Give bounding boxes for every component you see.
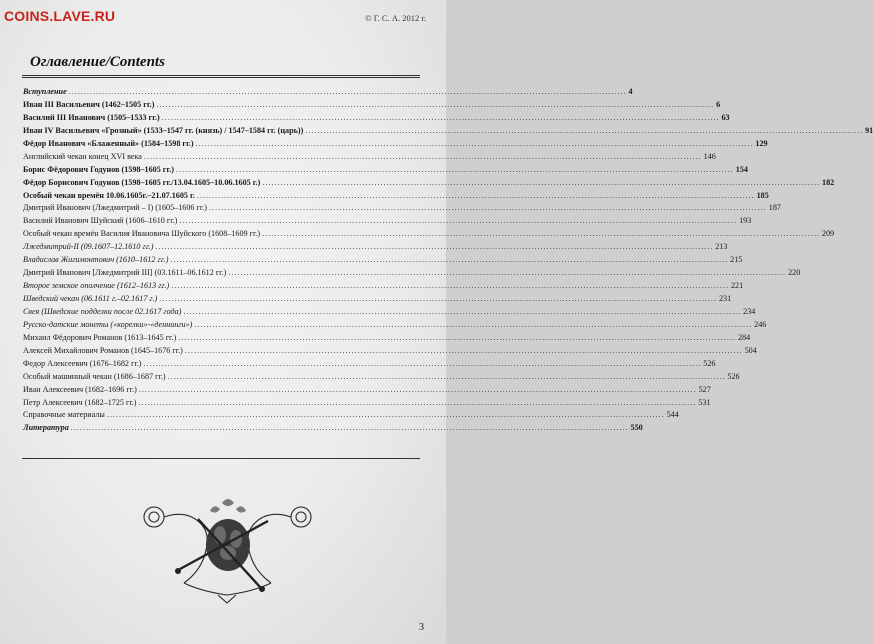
toc-dot-leader [262,177,820,190]
toc-entry [23,190,769,203]
toc-entry-title: Вступление [23,87,67,96]
toc-dot-leader [262,228,820,241]
toc-dot-leader [107,409,665,422]
toc-entry-page: 63 [721,112,730,122]
toc-entry [23,254,743,267]
toc-entry [23,138,768,151]
top-rule-thin [22,77,420,78]
toc-dot-leader [179,215,737,228]
toc-entry-page: 220 [788,268,801,278]
toc-entry [23,202,781,215]
toc-entry-title: Английский чекан конец XVI века [23,151,142,161]
toc-entry-title: Василий III Иванович (1505–1533 гг.) [23,112,160,122]
toc-entry-page: 221 [730,281,744,291]
toc-entry-title: Василий Иванович Шуйский (1606–1610 гг.) [23,216,178,226]
toc-entry-page: 129 [755,138,768,148]
toc-entry-title: Литература [23,423,69,433]
toc-dot-leader [185,345,743,358]
toc-entry [23,241,728,254]
toc-dot-leader [176,164,734,177]
toc-dot-leader [71,422,629,435]
toc-entry [23,358,716,371]
toc-entry-page: 91 [865,125,873,135]
toc-dot-leader [144,151,702,164]
toc-entry-page: 246 [754,319,767,329]
toc-entry-title: Федор Алексеевич (1676–1682 гг.) [23,358,142,368]
toc-entry [23,280,744,293]
page-title: Оглавление/Contents [30,54,165,70]
toc-entry [23,228,835,241]
toc-entry-title: Свея (Шведские подделки после 02.1617 года) [23,306,182,316]
toc-entry-title: Фёдор Иванович «Блаженный» (1584–1598 гг.) [23,138,194,148]
toc-entry [23,293,732,306]
toc-dot-leader [183,306,741,319]
toc-dot-leader [228,267,786,280]
site-watermark: COINS.LAVE.RU [4,8,116,24]
toc-entry-page: 526 [727,371,740,381]
toc-entry-page: 187 [768,203,781,213]
toc-dot-leader [144,358,702,371]
toc-dot-leader [170,254,728,267]
toc-entry-page: 231 [718,294,732,303]
toc-entry-page: 146 [703,151,716,161]
toc-entry-page: 215 [730,255,743,265]
toc-entry [23,345,757,358]
toc-entry [23,125,873,138]
toc-entry-title: Михаил Фёдорович Романов (1613–1645 гг.) [23,332,177,342]
toc-entry-title: Особый машинный чекан (1686–1687 гг.) [23,371,166,381]
toc-entry [23,164,748,177]
toc-dot-leader [171,280,729,293]
crossed-swords-ornament [140,495,315,605]
toc-entry [23,371,740,384]
toc-entry-title: Петр Алексеевич (1682–1725 гг.) [23,397,137,407]
toc-entry-page: 284 [737,332,751,342]
toc-dot-leader [194,319,752,332]
toc-entry-title: Шведский чекан (06.1611 г.–02.1617 г.) [23,294,158,303]
toc-entry [23,422,643,435]
toc-entry [23,397,711,410]
toc-dot-leader [139,397,697,410]
toc-dot-leader [156,241,714,254]
toc-entry-title: Иван Алексеевич (1682–1696 гг.) [23,384,137,394]
toc-dot-leader [168,371,726,384]
toc-entry-page: 234 [743,306,756,316]
toc-entry-page: 213 [715,242,728,252]
toc-dot-leader [162,112,720,125]
toc-entry-title: Особый чекан времён 10.06.1605г.–21.07.1605 г. [23,190,195,200]
table-of-contents [23,86,873,435]
toc-entry-title: Второе земское ополчение (1612–1613 гг.) [23,281,170,291]
toc-entry-page: 154 [735,164,748,174]
toc-entry-page: 527 [698,384,711,394]
toc-entry-title: Русско-датские монеты («корелки»-«деннинги») [23,319,193,329]
toc-dot-leader [69,86,627,99]
toc-entry [23,99,721,112]
toc-dot-leader [209,202,767,215]
top-rule [22,75,420,76]
toc-entry-title: Иван IV Васильевич «Грозный» (1533–1547 гг. (князь) / 1547–1584 гг. (царь)) [23,125,304,135]
toc-dot-leader [305,125,863,138]
toc-entry-title: Лжедмитрий-II (09.1607–12.1610 гг.) [23,242,154,252]
toc-entry-page: 193 [739,216,752,226]
toc-entry-page: 544 [666,410,679,420]
toc-entry [23,332,751,345]
toc-entry-page: 531 [698,397,711,407]
toc-entry [23,177,835,190]
toc-entry-page: 526 [703,358,716,368]
toc-dot-leader [156,99,714,112]
toc-dot-leader [139,384,697,397]
toc-dot-leader [197,190,755,203]
toc-entry [23,112,730,125]
copyright-notice: © Г. С. А. 2012 г. [365,13,426,23]
bottom-rule [22,458,420,459]
toc-entry-title: Справочные материалы [23,410,105,420]
toc-entry-title: Дмитрий Иванович (Лжедмитрий – I) (1605–1606 гг.) [23,203,207,213]
toc-dot-leader [196,138,754,151]
toc-entry-page: 504 [744,345,757,355]
toc-entry [23,319,767,332]
toc-entry-page: 6 [716,99,721,109]
toc-entry [23,409,679,422]
toc-entry-title: Алексей Михайлович Романов (1645–1676 гг.) [23,345,183,355]
toc-entry-page: 182 [822,177,835,187]
toc-entry [23,151,716,164]
page-number: 3 [419,622,424,633]
toc-entry-title: Особый чекан времён Василия Ивановича Шуйского (1608–1609 гг.) [23,229,261,239]
toc-entry [23,215,752,228]
toc-entry [23,306,756,319]
toc-dot-leader [178,332,736,345]
toc-entry-title: Иван III Васильевич (1462–1505 гг.) [23,99,155,109]
toc-entry-title: Дмитрий Иванович [Лжедмитрий III] (03.1611–06.1612 гг.) [23,268,227,278]
toc-entry [23,86,633,99]
toc-entry-page: 185 [756,190,769,200]
toc-entry [23,267,801,280]
toc-dot-leader [159,293,717,306]
toc-entry-title: Владислав Жигимонтович (1610–1612 гг.) [23,255,169,265]
toc-entry-page: 209 [821,229,835,239]
toc-entry-title: Борис Фёдорович Годунов (1598–1605 гг.) [23,164,175,174]
toc-entry [23,384,711,397]
toc-entry-page: 550 [630,423,643,433]
toc-entry-page: 4 [628,87,633,96]
toc-entry-title: Фёдор Борисович Годунов (1598–1605 гг./13.04.1605–10.06.1605 г.) [23,177,261,187]
